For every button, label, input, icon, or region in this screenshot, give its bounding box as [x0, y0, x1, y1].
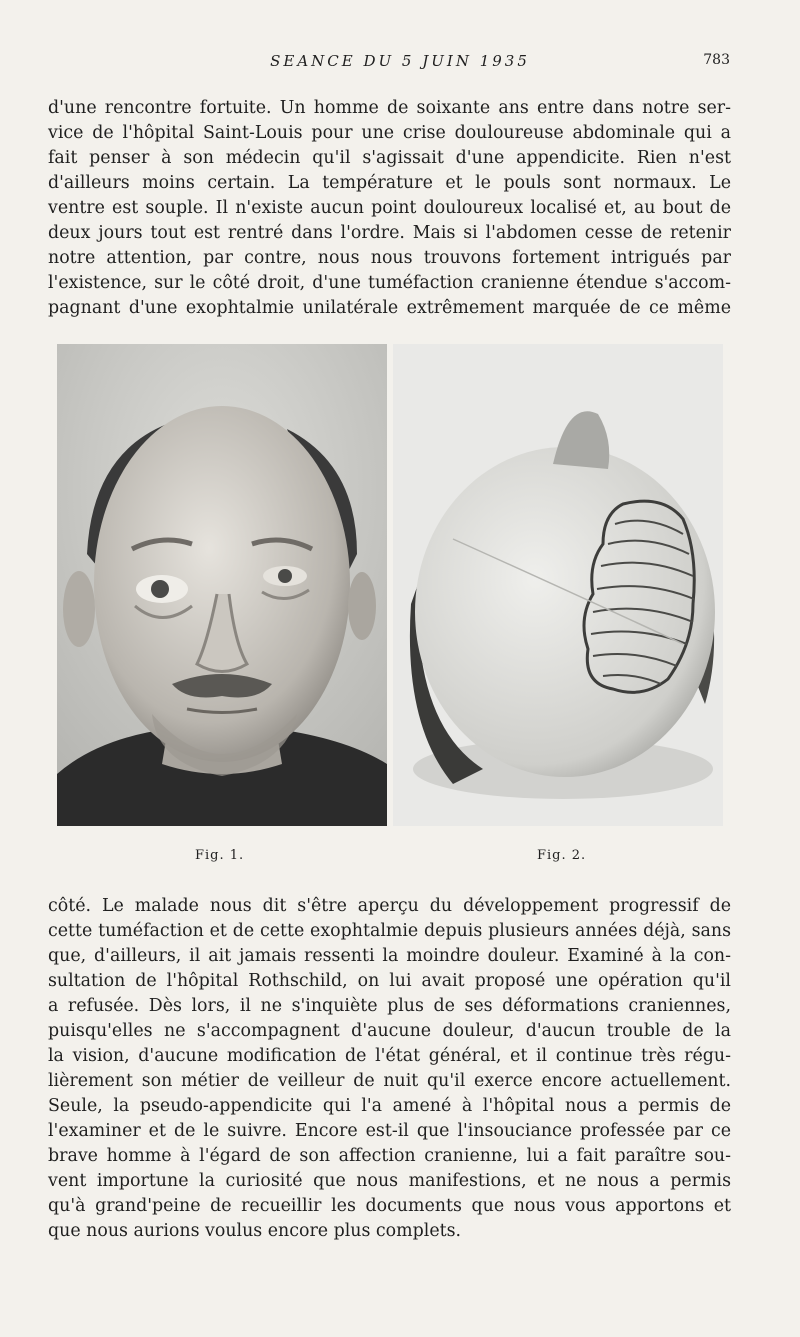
text-line: vice de l'hôpital Saint-Louis pour une crise douloureuse abdominale qui a: [48, 123, 731, 143]
text-line: fait penser à son médecin qu'il s'agissait d'une appendicite. Rien n'est: [48, 148, 731, 168]
paragraph-1: [48, 96, 731, 321]
text-line: ventre est souple. Il n'existe aucun point douloureux localisé et, au bout de: [48, 198, 731, 218]
figure-2-caption: Fig. 2.: [537, 848, 587, 863]
text-line: lièrement son métier de veilleur de nuit qu'il exerce encore actuellement.: [48, 1071, 731, 1091]
cranial-view-illustration: [393, 344, 723, 826]
text-line: l'existence, sur le côté droit, d'une tuméfaction cranienne étendue s'accom-: [48, 273, 731, 293]
page-header: [0, 52, 800, 74]
text-line: côté. Le malade nous dit s'être aperçu du développement progressif de: [48, 896, 731, 916]
text-line: vent importune la curiosité que nous manifestions, et ne nous a permis: [48, 1171, 731, 1191]
text-line: cette tuméfaction et de cette exophtalmie depuis plusieurs années déjà, sans: [48, 921, 731, 941]
text-line: d'une rencontre fortuite. Un homme de soixante ans entre dans notre ser-: [48, 98, 731, 118]
text-line: a refusée. Dès lors, il ne s'inquiète plus de ses déformations craniennes,: [48, 996, 731, 1016]
portrait-illustration: [57, 344, 387, 826]
text-line: qu'à grand'peine de recueillir les documents que nous vous apportons et: [48, 1196, 731, 1216]
figure-2-photo: [393, 344, 723, 826]
text-line: l'examiner et de le suivre. Encore est-il que l'insouciance professée par ce: [48, 1121, 731, 1141]
text-line: d'ailleurs moins certain. La température et le pouls sont normaux. Le: [48, 173, 731, 193]
text-line: que nous aurions voulus encore plus complets.: [48, 1221, 462, 1241]
text-line: deux jours tout est rentré dans l'ordre. Mais si l'abdomen cesse de retenir: [48, 223, 731, 243]
text-line: notre attention, par contre, nous nous trouvons fortement intrigués par: [48, 248, 731, 268]
text-line: puisqu'elles ne s'accompagnent d'aucune douleur, d'aucun trouble de la: [48, 1021, 731, 1041]
paragraph-2: [48, 894, 731, 1244]
text-line: pagnant d'une exophtalmie unilatérale extrêmement marquée de ce même: [48, 298, 731, 318]
text-line: sultation de l'hôpital Rothschild, on lui avait proposé une opération qu'il: [48, 971, 731, 991]
running-title: SEANCE DU 5 JUIN 1935: [270, 52, 530, 70]
figure-1-photo: [57, 344, 387, 826]
figure-1-caption: Fig. 1.: [195, 848, 245, 863]
text-line: que, d'ailleurs, il ait jamais ressenti la moindre douleur. Examiné à la con-: [48, 946, 731, 966]
text-line: brave homme à l'égard de son affection cranienne, lui a fait paraître sou-: [48, 1146, 731, 1166]
text-line: la vision, d'aucune modification de l'état général, et il continue très régu-: [48, 1046, 731, 1066]
page-number: 783: [703, 52, 730, 68]
text-line: Seule, la pseudo-appendicite qui l'a amené à l'hôpital nous a permis de: [48, 1096, 731, 1116]
